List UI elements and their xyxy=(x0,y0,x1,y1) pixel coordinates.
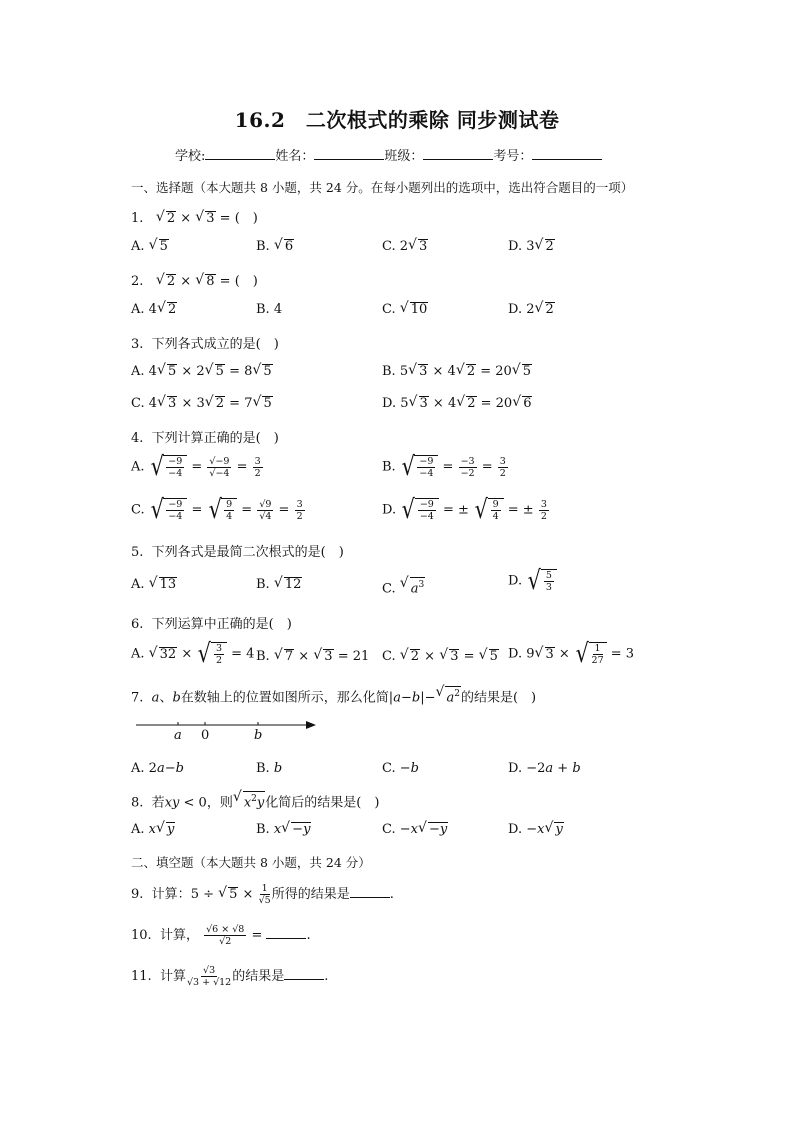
q1-option-a[interactable]: A. √ 5 xyxy=(131,239,169,254)
question-3: 3. 下列各式成立的是( ) xyxy=(131,337,279,352)
exam-no-blank[interactable] xyxy=(532,147,602,160)
question-7: 7. a、b在数轴上的位置如图所示，那么化简|a−b|−√ $a^2$的结果是( ) xyxy=(131,686,536,705)
q7-option-a[interactable]: A. 2a−b xyxy=(131,761,184,776)
q1-option-d[interactable]: D. 3√ 2 xyxy=(508,239,555,254)
q7-option-d[interactable]: D. −2a + b xyxy=(508,761,581,776)
q6-option-c[interactable]: C. √ 2 × √ 3 = √ 5 xyxy=(382,649,499,664)
question-6: 6. 下列运算中正确的是( ) xyxy=(131,617,292,632)
q6-option-b[interactable]: B. √ 7 × √ 3 = 21 xyxy=(256,649,369,664)
q7-option-b[interactable]: B. b xyxy=(256,761,283,776)
exam-no-label: 考号： xyxy=(493,149,533,164)
axis-label-a: a xyxy=(174,728,182,743)
q4-option-c[interactable]: C. √ $\frac{-9}{-4}$ = √ $\frac{9}{4}$ = $\frac{√9}{√4}$ = $\frac{3}{2}$ xyxy=(131,495,303,525)
class-blank[interactable] xyxy=(423,147,493,160)
question-10: 10. 计算， $\frac{√6 \times √8}{√2}$ = . xyxy=(131,924,311,947)
question-2: 2. √ 2 × √ 8 = ( ) xyxy=(131,270,258,289)
question-11: 11. 计算 $\frac{√3}{√3 + √12}$ 的结果是 . xyxy=(131,965,329,988)
q1-option-b[interactable]: B. √ 6 xyxy=(256,239,294,254)
page-title: 16.2 二次根式的乘除 同步测试卷 xyxy=(234,108,560,132)
school-label: 学校: xyxy=(175,149,206,164)
q6-option-d[interactable]: D. 9√ 3 × √ $\frac{1}{27}$ = 3 xyxy=(508,641,634,667)
q5-option-d[interactable]: D. √ $\frac{5}{3}$ xyxy=(508,568,557,594)
student-info-line xyxy=(175,145,602,164)
q2-option-a[interactable]: A. 4√ 2 xyxy=(131,302,177,317)
q8-option-c[interactable]: C. −x√ −y xyxy=(382,822,448,837)
q5-option-c[interactable]: C. √ $a^3$ xyxy=(382,577,425,596)
q3-option-b[interactable]: B. 5√ 3 × 4√ 2 = 20√ 5 xyxy=(382,364,532,379)
q2-option-b[interactable]: B. 4 xyxy=(256,302,283,317)
q5-option-a[interactable]: A. √ 13 xyxy=(131,577,177,592)
section-fill-heading: 二、填空题（本大题共 8 小题，共 24 分） xyxy=(131,855,371,870)
q6-option-a[interactable]: A. √ 32 × √ $\frac{3}{2}$ = 4 xyxy=(131,641,254,667)
q3-option-a[interactable]: A. 4√ 5 × 2√ 5 = 8√ 5 xyxy=(131,364,273,379)
q2-option-d[interactable]: D. 2√ 2 xyxy=(508,302,555,317)
q8-option-a[interactable]: A. x√ y xyxy=(131,822,175,837)
q4-option-b[interactable]: B. √ $\frac{-9}{-4}$ = $\frac{-3}{-2}$ = $\frac{3}{2}$ xyxy=(382,452,506,482)
q3-option-c[interactable]: C. 4√ 3 × 3√ 2 = 7√ 5 xyxy=(131,396,273,411)
question-8: 8. 若xy < 0，则√ $x^2y$化简后的结果是( ) xyxy=(131,791,379,810)
question-1: 1. √ 2 × √ 3 = ( ) xyxy=(131,207,258,226)
q4-option-a[interactable]: A. √ $\frac{-9}{-4}$ = $\frac{√-9}{√-4}$ = $\frac{3}{2}$ xyxy=(131,452,261,482)
section-choice-heading: 一、选择题（本大题共 8 小题，共 24 分。在每小题列出的选项中，选出符合题目的一项） xyxy=(131,180,634,195)
name-label: 姓名： xyxy=(275,149,315,164)
q11-answer-blank[interactable] xyxy=(284,967,324,980)
number-line xyxy=(134,714,324,746)
q2-option-c[interactable]: C. √ 10 xyxy=(382,302,428,317)
q10-answer-blank[interactable] xyxy=(266,926,306,939)
axis-label-b: b xyxy=(254,728,263,743)
q4-option-d[interactable]: D. √ $\frac{-9}{-4}$ = ± √ $\frac{9}{4}$ = ± $\frac{3}{2}$ xyxy=(382,495,547,525)
q8-option-d[interactable]: D. −x√ y xyxy=(508,822,564,837)
q9-answer-blank[interactable] xyxy=(350,885,390,898)
name-blank[interactable] xyxy=(314,147,384,160)
q1-number: 1. xyxy=(131,211,144,226)
q7-option-c[interactable]: C. −b xyxy=(382,761,419,776)
q8-option-b[interactable]: B. x√ −y xyxy=(256,822,311,837)
school-blank[interactable] xyxy=(205,147,275,160)
question-4: 4. 下列计算正确的是( ) xyxy=(131,431,279,446)
q1-option-c[interactable]: C. 2√ 3 xyxy=(382,239,428,254)
class-label: 班级： xyxy=(384,149,424,164)
q5-option-b[interactable]: B. √ 12 xyxy=(256,577,302,592)
question-5: 5. 下列各式是最简二次根式的是( ) xyxy=(131,545,344,560)
axis-label-zero: 0 xyxy=(201,728,210,743)
q3-option-d[interactable]: D. 5√ 3 × 4√ 2 = 20√ 6 xyxy=(382,396,532,411)
question-9: 9. 计算：5 ÷ √ 5 × $\frac{1}{√5}$ 所得的结果是 . xyxy=(131,883,394,906)
